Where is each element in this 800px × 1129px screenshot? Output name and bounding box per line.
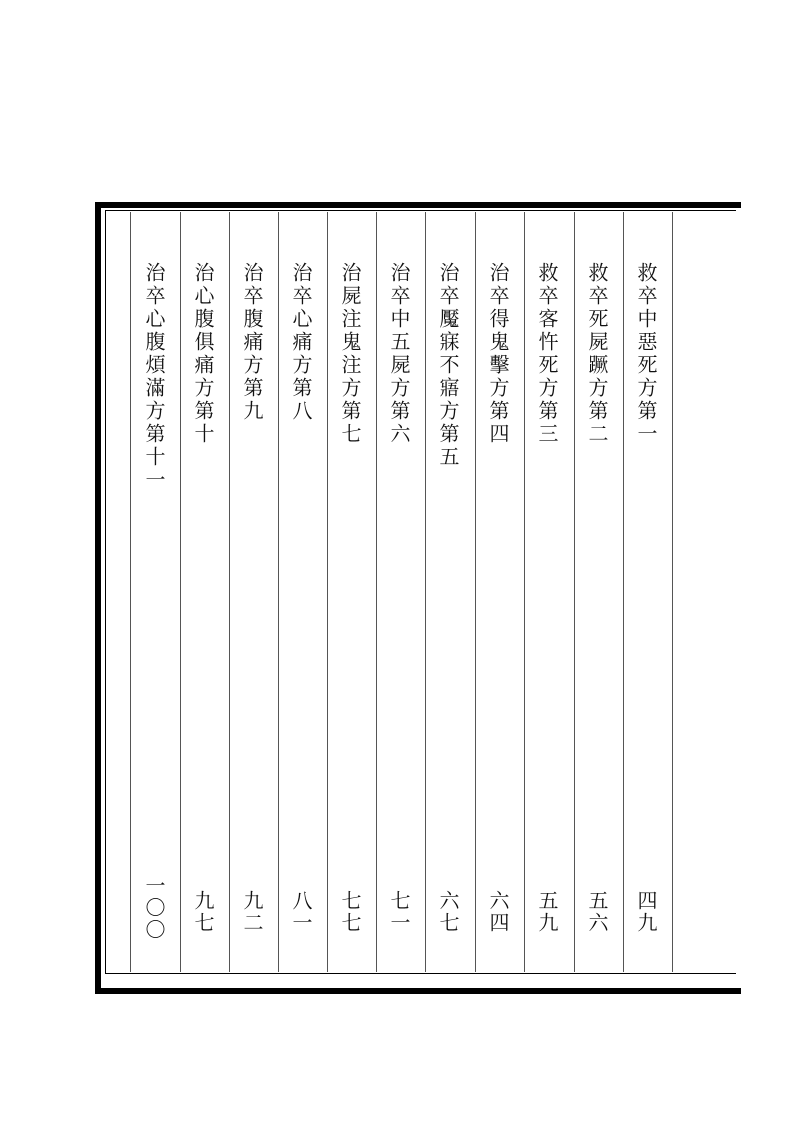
column-rule (623, 212, 624, 972)
toc-entry-page: 七七 (338, 890, 362, 934)
toc-entry-title: 治卒心痛方第八 (289, 262, 313, 423)
column-rule (524, 212, 525, 972)
column-rule (180, 212, 181, 972)
toc-entry-page: 五六 (585, 890, 609, 934)
toc-entry-page: 七一 (387, 890, 411, 934)
toc-entry-page: 四九 (634, 890, 658, 934)
toc-entry-page: 五九 (535, 890, 559, 934)
toc-entry-page: 六七 (436, 890, 460, 934)
toc-entry-title: 救卒死屍蹶方第二 (585, 262, 609, 446)
column-rule (376, 212, 377, 972)
column-rule (672, 212, 673, 972)
toc-entry-title: 治卒中五屍方第六 (387, 262, 411, 446)
toc-entry-title: 治卒得鬼擊方第四 (486, 262, 510, 446)
toc-entry-page: 一〇〇 (142, 875, 166, 941)
toc-entry-title: 救卒中惡死方第一 (634, 262, 658, 446)
toc-entry-title: 救卒客忤死方第三 (535, 262, 559, 446)
column-rule (229, 212, 230, 972)
column-rule (278, 212, 279, 972)
toc-entry-title: 治心腹俱痛方第十 (191, 262, 215, 446)
toc-entry-title: 治卒腹痛方第九 (240, 262, 264, 423)
column-rule (574, 212, 575, 972)
toc-entry-page: 九二 (240, 890, 264, 934)
column-rule (425, 212, 426, 972)
column-rule (130, 212, 131, 972)
toc-entry-page: 九七 (191, 890, 215, 934)
toc-entry-title: 治卒魘寐不寤方第五 (436, 262, 460, 469)
toc-entry-page: 八一 (289, 890, 313, 934)
column-rule (475, 212, 476, 972)
toc-entry-title: 治卒心腹煩滿方第十一 (142, 262, 166, 492)
column-rule (327, 212, 328, 972)
toc-entry-page: 六四 (486, 890, 510, 934)
toc-entry-title: 治屍注鬼注方第七 (338, 262, 362, 446)
